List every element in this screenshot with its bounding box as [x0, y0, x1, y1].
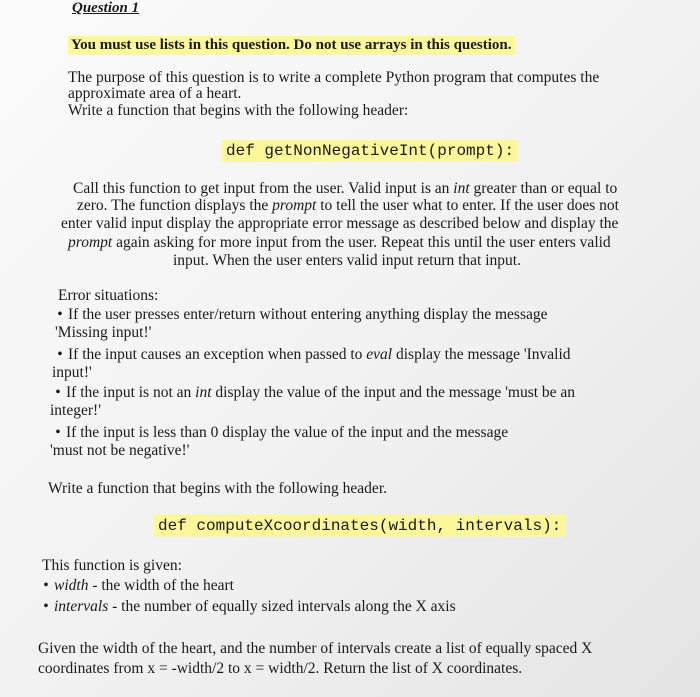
- desc-line-2: zero. The function displays the prompt to tell the user what to enter. If the user does not: [77, 197, 619, 214]
- error-heading: Error situations:: [58, 287, 159, 304]
- question-title: Question 1: [72, 0, 140, 16]
- bullet-icon: •: [55, 424, 61, 441]
- highlighted-instruction: You must use lists in this question. Do not use arrays in this question.: [68, 36, 515, 55]
- write-function-2: Write a function that begins with the following header.: [48, 480, 387, 497]
- error-bullet-4: • If the input is less than 0 display the value of the input and the message: [50, 425, 508, 441]
- function-header-1: def getNonNegativeInt(prompt):: [222, 140, 518, 162]
- intro-line-3: Write a function that begins with the following header:: [68, 102, 409, 119]
- desc-line-5: input. When the user enters valid input return that input.: [173, 252, 521, 269]
- error-bullet-4-cont: 'must not be negative!': [50, 442, 190, 459]
- given-bullet-2: • intervals - the number of equally sized intervals along the X axis: [38, 599, 456, 615]
- intro-line-1: The purpose of this question is to write a complete Python program that computes the: [68, 69, 600, 86]
- error-bullet-1-cont: 'Missing input!': [55, 324, 152, 341]
- error-bullet-1: • If the user presses enter/return without entering anything display the message: [52, 307, 548, 323]
- desc-line-3: enter valid input display the appropriate error message as described below and display the: [61, 215, 619, 232]
- error-bullet-3: • If the input is not an int display the value of the input and the message 'must be an: [50, 385, 575, 401]
- function-header-2: def computeXcoordinates(width, intervals):: [154, 515, 565, 537]
- error-bullet-2-cont: input!': [52, 364, 92, 381]
- bullet-icon: •: [57, 346, 63, 363]
- error-bullet-2: • If the input causes an exception when passed to eval display the message 'Invalid: [52, 347, 571, 363]
- desc-line-1: Call this function to get input from the user. Valid input is an int greater than or equal to: [73, 180, 618, 197]
- final-line-2: coordinates from x = -width/2 to x = width/2. Return the list of X coordinates.: [38, 660, 523, 677]
- bullet-icon: •: [57, 306, 63, 323]
- given-bullet-1: • width - the width of the heart: [38, 578, 234, 594]
- desc-line-4: prompt again asking for more input from the user. Repeat this until the user enters valid: [68, 234, 611, 251]
- final-line-1: Given the width of the heart, and the number of intervals create a list of equally spaced X: [38, 640, 593, 657]
- given-heading: This function is given:: [42, 557, 182, 574]
- intro-line-2: approximate area of a heart.: [68, 85, 242, 102]
- bullet-icon: •: [43, 598, 49, 615]
- error-bullet-3-cont: integer!': [50, 402, 101, 419]
- bullet-icon: •: [55, 384, 61, 401]
- bullet-icon: •: [43, 577, 49, 594]
